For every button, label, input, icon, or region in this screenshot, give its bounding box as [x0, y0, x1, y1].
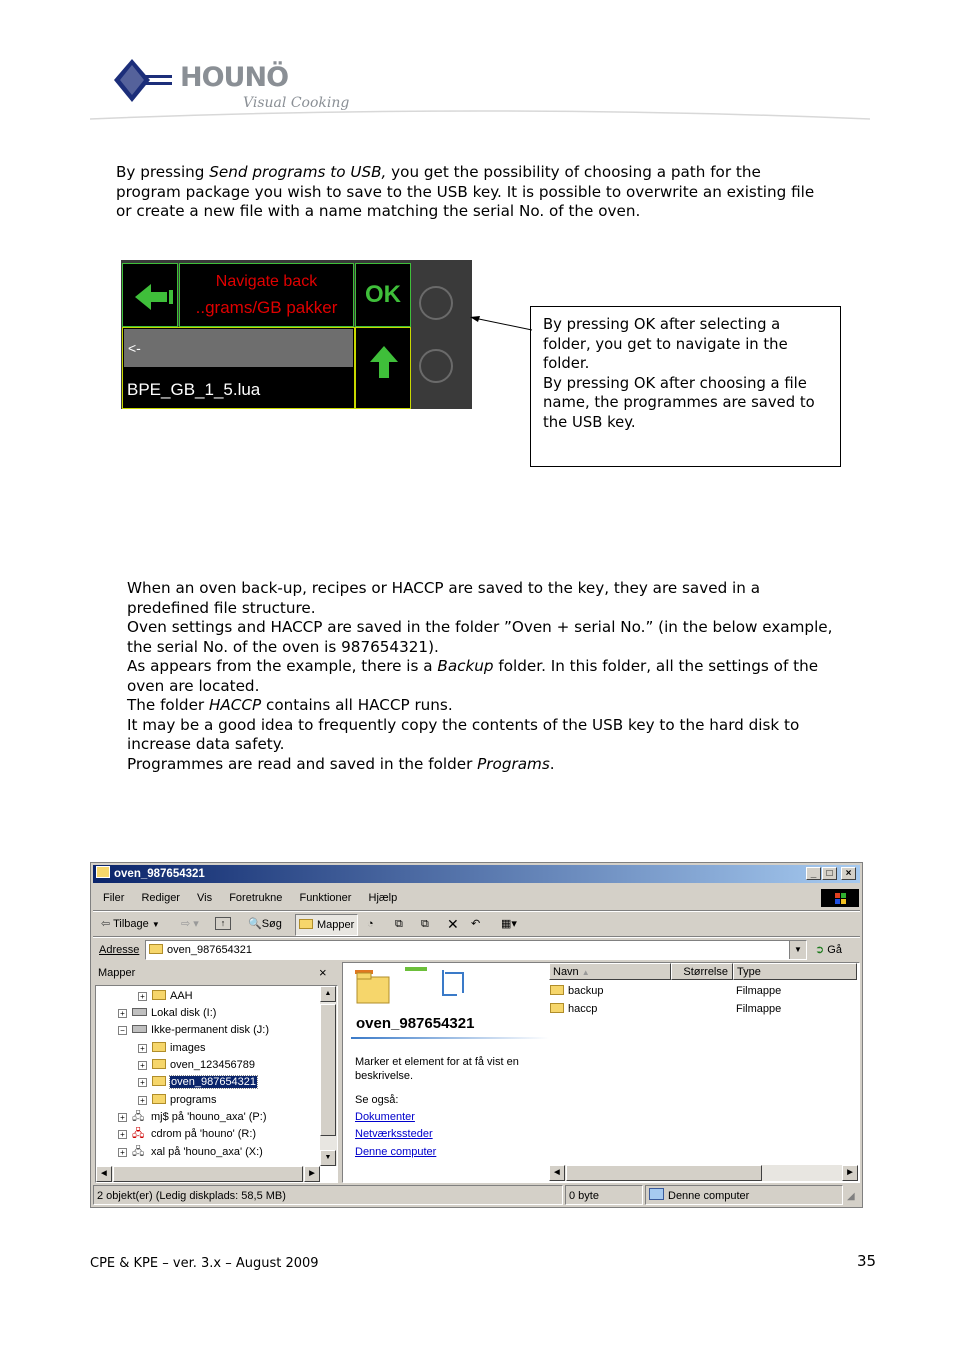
scroll-thumb[interactable]: [113, 1166, 303, 1182]
tree-vertical-scrollbar[interactable]: [320, 986, 337, 1166]
folder-icon: [149, 944, 163, 954]
knob-bottom-icon: [420, 350, 452, 382]
body-p2: Oven settings and HACCP are saved in the folder ”Oven + serial No.” (in the below example, the serial No. of the oven is 987654321).: [127, 618, 833, 656]
scroll-down-icon[interactable]: ▼: [320, 1150, 336, 1166]
file-row[interactable]: haccp Filmappe: [550, 1001, 850, 1018]
folder-tree: [95, 985, 338, 1183]
minimize-button[interactable]: _: [806, 867, 821, 880]
callout-box: [530, 306, 841, 467]
windows-logo-icon: [821, 889, 859, 907]
tree-item[interactable]: + 🖧 mj$ på 'houno_axa' (P:): [118, 1109, 267, 1126]
link-documents[interactable]: Dokumenter: [355, 1111, 415, 1123]
column-type[interactable]: Type: [733, 963, 857, 980]
folder-banner-graphic: [345, 965, 465, 1010]
scroll-left-icon[interactable]: ◀: [549, 1165, 565, 1181]
body-p4: The folder HACCP contains all HACCP runs.: [127, 696, 453, 714]
scroll-left-icon[interactable]: ◀: [96, 1166, 112, 1182]
file-row[interactable]: backup Filmappe: [550, 983, 850, 1000]
menu-tools[interactable]: Funktioner: [299, 892, 352, 904]
address-field[interactable]: [145, 940, 807, 960]
list-item-file[interactable]: [124, 372, 353, 408]
knob-top-icon: [420, 287, 452, 319]
menu-favorites[interactable]: Foretrukne: [229, 892, 283, 904]
see-also-label: Se også:: [355, 1094, 399, 1106]
tree-item[interactable]: − Ikke-permanent disk (J:): [118, 1022, 269, 1039]
tree-item[interactable]: + 🖧 xal på 'houno_axa' (X:): [118, 1144, 263, 1161]
toolbar: [93, 912, 860, 936]
callout-line-2: By pressing OK after choosing a file name, the programmes are saved to the USB key.: [543, 374, 815, 431]
intro-emphasis: Send programs to USB,: [209, 163, 387, 181]
network-drive-icon: 🖧: [132, 1146, 145, 1158]
tree-item[interactable]: + oven_123456789: [138, 1057, 255, 1074]
chevron-down-icon: ▼: [151, 920, 160, 929]
link-network-places[interactable]: Netværkssteder: [355, 1128, 433, 1140]
contents-pane: [342, 962, 860, 1183]
logo-tagline: Visual Cooking: [243, 95, 350, 111]
tree-item[interactable]: + images: [138, 1040, 205, 1057]
oven-usb-screen: [121, 260, 472, 409]
go-arrow-icon: ➲: [815, 944, 825, 956]
file-list: [549, 963, 859, 1182]
address-value: oven_987654321: [167, 944, 253, 956]
column-name[interactable]: Navn ▲: [549, 963, 671, 980]
folder-icon: [152, 1094, 166, 1104]
arrow-left-icon: [123, 264, 179, 328]
list-item-file-label: BPE_GB_1_5.lua: [127, 380, 261, 399]
folder-icon: [152, 1059, 166, 1069]
folders-pane-title: Mapper: [98, 967, 136, 979]
drive-icon: [132, 1008, 147, 1016]
folder-icon: [96, 866, 110, 878]
menu-file[interactable]: Filer: [103, 892, 125, 904]
tree-item-selected[interactable]: + oven_987654321: [138, 1074, 257, 1091]
nav-title: Navigate back: [215, 273, 318, 290]
close-pane-icon[interactable]: ×: [319, 965, 327, 980]
logo-brand: HOUNÖ: [180, 62, 289, 93]
tree-item[interactable]: + programs: [138, 1092, 216, 1109]
body-p6: Programmes are read and saved in the folder Programs.: [127, 754, 555, 773]
drive-icon: [132, 1025, 147, 1033]
link-my-computer[interactable]: Denne computer: [355, 1146, 437, 1158]
go-label: Gå: [827, 944, 842, 956]
status-zone: Denne computer: [645, 1185, 843, 1205]
menu-help[interactable]: Hjælp: [368, 892, 398, 904]
delete-icon[interactable]: ✕: [447, 916, 459, 932]
web-view-title: oven_987654321: [356, 1015, 475, 1032]
oven-header: [179, 263, 354, 327]
scroll-right-icon[interactable]: ▶: [842, 1165, 858, 1181]
folders-pane: [95, 963, 338, 1183]
list-item-up-label: <-: [128, 340, 141, 356]
search-icon: 🔍: [248, 918, 262, 930]
body-text: [127, 579, 842, 774]
callout-line-1: By pressing OK after selecting a folder, you get to navigate in the folder.: [543, 316, 788, 372]
status-bar: [93, 1185, 860, 1205]
folder-icon: [550, 985, 564, 995]
close-button[interactable]: ×: [841, 867, 856, 880]
list-horizontal-scrollbar[interactable]: [549, 1165, 858, 1181]
tree-horizontal-scrollbar[interactable]: [96, 1166, 320, 1182]
body-p5: It may be a good idea to frequently copy the contents of the USB key to the hard disk to increase data safety.: [127, 715, 800, 753]
up-button[interactable]: [355, 327, 411, 409]
scroll-up-icon[interactable]: ▲: [320, 986, 336, 1002]
address-bar: [93, 939, 860, 961]
tree-item[interactable]: + Lokal disk (I:): [118, 1005, 216, 1022]
explorer-window: [90, 862, 863, 1208]
back-button[interactable]: [122, 263, 178, 327]
menu-bar: [93, 887, 860, 909]
network-drive-icon: 🖧: [132, 1111, 145, 1123]
body-p3: As appears from the example, there is a Backup folder. In this folder, all the settings of the oven are located.: [127, 657, 819, 695]
back-button[interactable]: [101, 912, 160, 937]
current-path: ..grams/GB pakker: [195, 298, 338, 317]
history-icon[interactable]: ◔: [367, 918, 374, 930]
footer-version: CPE & KPE – ver. 3.x – August 2009: [90, 1256, 319, 1271]
window-titlebar: [93, 865, 860, 883]
address-dropdown[interactable]: ▼: [789, 941, 806, 959]
tree-item[interactable]: + 🖧 cdrom på 'houno' (R:): [118, 1126, 256, 1143]
ok-button[interactable]: [355, 263, 411, 327]
address-label: Adresse: [99, 944, 140, 956]
undo-icon[interactable]: ↶: [471, 918, 481, 930]
page-number: 35: [857, 1252, 877, 1270]
web-view-hint: Marker et element for at få vist en beskrivelse.: [355, 1056, 519, 1082]
go-button[interactable]: [815, 939, 842, 961]
status-objects: 2 objekt(er) (Ledig diskplads: 58,5 MB): [93, 1185, 563, 1205]
folders-label: Mapper: [317, 919, 355, 931]
copy-to-icon[interactable]: ⧉: [421, 918, 429, 930]
menu-view[interactable]: Vis: [197, 892, 213, 904]
sort-arrow-icon: ▲: [581, 968, 590, 977]
status-size: 0 byte: [565, 1185, 643, 1205]
window-title: oven_987654321: [114, 868, 205, 880]
folders-icon: [299, 919, 313, 929]
body-p1: When an oven back-up, recipes or HACCP are saved to the key, they are saved in a predefined file structure.: [127, 579, 761, 617]
ok-label: OK: [365, 281, 401, 308]
intro-paragraph: By pressing Send programs to USB, you get the possibility of choosing a path for the program package you wish to save to the USB key. It is possible to overwrite an existing file or create a new file with a name matching the serial No. of the oven.: [116, 163, 815, 220]
folder-up-icon[interactable]: ↑: [215, 917, 231, 930]
scroll-thumb[interactable]: [320, 1004, 336, 1136]
arrow-up-icon: [356, 328, 412, 410]
back-label: Tilbage: [113, 918, 149, 930]
side-knobs: [411, 260, 472, 409]
tree-item[interactable]: + AAH: [138, 988, 193, 1005]
scroll-right-icon[interactable]: ▶: [304, 1166, 320, 1182]
resize-grip-icon[interactable]: ◢: [847, 1191, 855, 1202]
scroll-thumb[interactable]: [566, 1165, 762, 1181]
maximize-button[interactable]: □: [822, 867, 837, 880]
network-drive-disconnected-icon: 🖧: [132, 1128, 145, 1140]
back-arrow-icon: ⇦: [101, 918, 111, 930]
views-icon[interactable]: ▦▾: [501, 918, 517, 930]
open-folder-icon: [152, 1076, 166, 1086]
folder-icon: [152, 990, 166, 1000]
folders-pane-header: [95, 963, 338, 983]
folder-icon: [152, 1042, 166, 1052]
logo-mark: [114, 59, 172, 102]
search-label: Søg: [261, 918, 282, 930]
column-size[interactable]: Størrelse: [671, 963, 733, 980]
computer-icon: [649, 1188, 664, 1200]
move-to-icon[interactable]: ⧉: [395, 918, 403, 930]
folder-icon: [550, 1003, 564, 1013]
forward-icon[interactable]: ⇨ ▾: [181, 918, 199, 930]
callout-arrow: [466, 310, 536, 340]
folders-button[interactable]: [295, 914, 358, 936]
search-button[interactable]: [248, 912, 282, 936]
list-item-up[interactable]: [124, 329, 353, 367]
oven-list: [122, 327, 355, 409]
menu-edit[interactable]: Rediger: [141, 892, 180, 904]
